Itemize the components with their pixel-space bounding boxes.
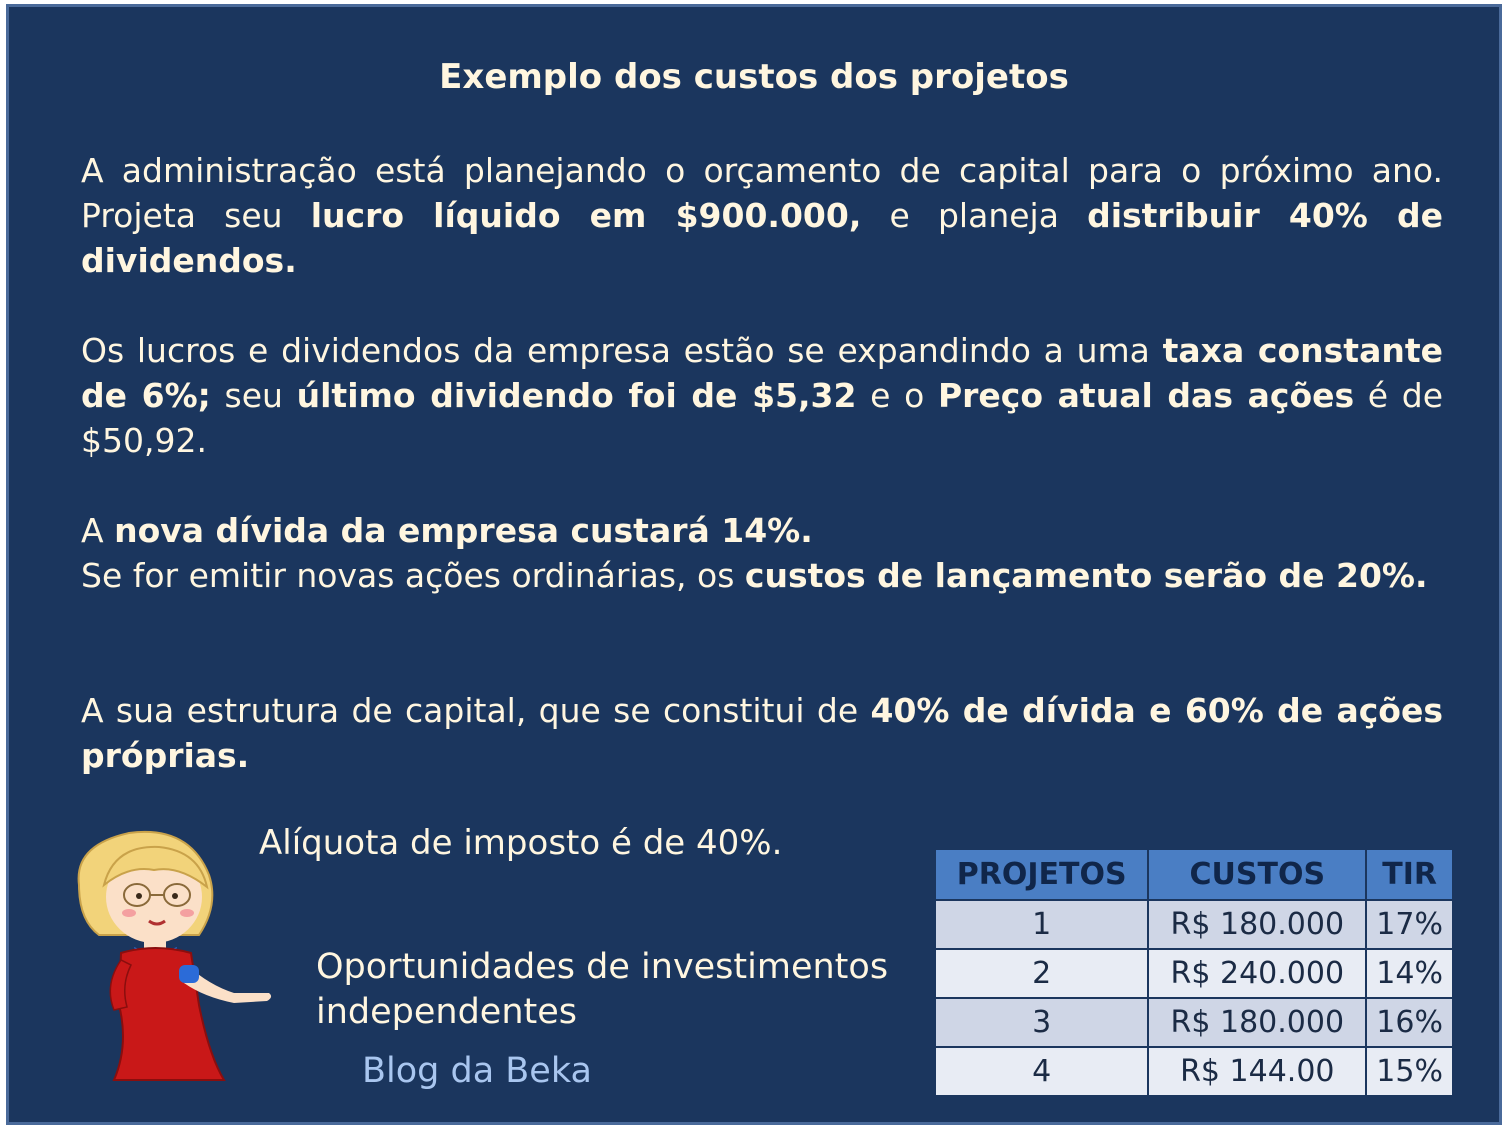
table-cell: R$ 240.000	[1148, 949, 1366, 998]
table-cell: 4	[935, 1047, 1148, 1096]
projects-table	[934, 848, 1454, 1097]
table-row	[935, 1047, 1453, 1096]
paragraph-capital-structure: A sua estrutura de capital, que se constitui de 40% de dívida e 60% de ações próprias.	[81, 691, 1444, 775]
cartoon-woman-illustration	[59, 825, 279, 1085]
table-cell: 2	[935, 949, 1148, 998]
column-header: TIR	[1366, 849, 1453, 900]
slide	[6, 4, 1502, 1125]
column-header: CUSTOS	[1148, 849, 1366, 900]
table-cell: 16%	[1366, 998, 1453, 1047]
table-cell: 1	[935, 900, 1148, 949]
paragraph-dividends: Os lucros e dividendos da empresa estão se expandindo a uma taxa constante de 6%; seu último dividendo foi de $5,32 e o Preço atual das ações é de $50,92.	[81, 331, 1444, 460]
table-cell: R$ 180.000	[1148, 900, 1366, 949]
table-row	[935, 900, 1453, 949]
table-row	[935, 998, 1453, 1047]
tax-rate-text: Alíquota de imposto é de 40%.	[259, 823, 783, 863]
table-cell: 17%	[1366, 900, 1453, 949]
table-cell: R$ 180.000	[1148, 998, 1366, 1047]
table-cell: R$ 144.00	[1148, 1047, 1366, 1096]
slide-title: Exemplo dos custos dos projetos	[439, 57, 1069, 97]
opportunities-text: Oportunidades de investimentos independentes	[316, 947, 889, 1032]
paragraph-debt: A nova dívida da empresa custará 14%. Se for emitir novas ações ordinárias, os custos de lançamento serão de 20%.	[81, 511, 1428, 595]
paragraph-budget: A administração está planejando o orçamento de capital para o próximo ano. Projeta seu lucro líquido em $900.000, e planeja distribuir 40% de dividendos.	[81, 151, 1444, 280]
blog-credit: Blog da Beka	[362, 1051, 592, 1091]
table-cell: 3	[935, 998, 1148, 1047]
table-row	[935, 949, 1453, 998]
column-header: PROJETOS	[935, 849, 1148, 900]
table-cell: 15%	[1366, 1047, 1453, 1096]
table-cell: 14%	[1366, 949, 1453, 998]
